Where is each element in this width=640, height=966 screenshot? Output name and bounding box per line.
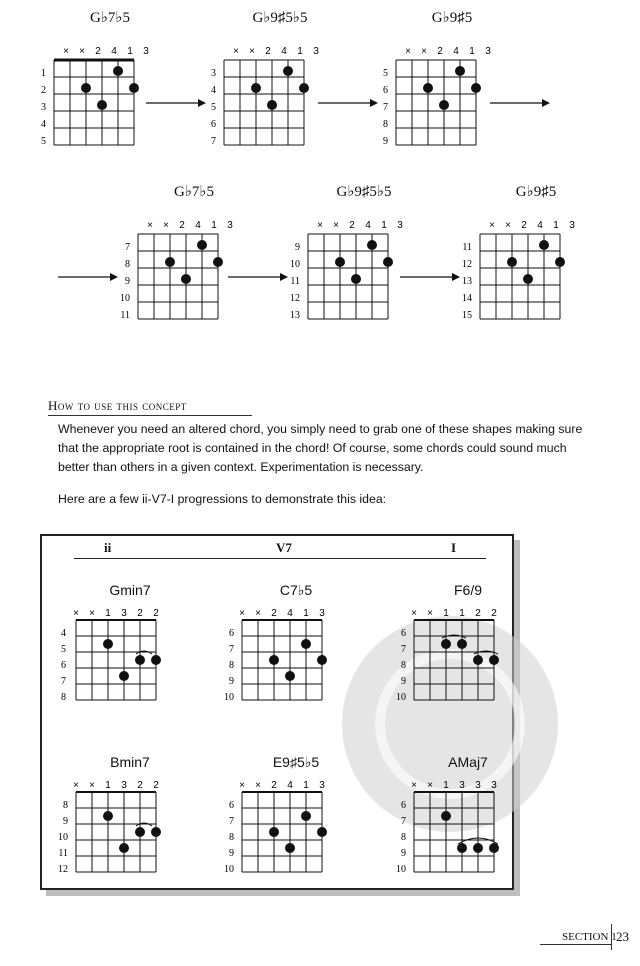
string-marker: 4 [537,220,543,231]
string-marker: × [89,780,95,791]
fret-number: 15 [462,310,472,321]
string-marker: × [411,780,417,791]
finger-dot [119,843,129,853]
progression-chord-3 [394,582,514,711]
finger-dot [473,843,483,853]
finger-dot [301,639,311,649]
column-header-v7: V7 [276,540,292,555]
finger-dot [455,66,465,76]
fret-number: 9 [125,276,130,287]
fret-number: 9 [229,848,234,859]
fretboard [394,606,514,706]
chord-name: F6/9 [453,582,482,598]
fret-number: 11 [58,848,68,859]
fretboard [56,778,176,878]
fretboard [210,32,330,152]
string-marker: 3 [319,608,325,619]
string-marker: × [505,220,511,231]
string-marker: × [405,46,411,57]
finger-dot [165,257,175,267]
string-marker: 2 [137,780,143,791]
string-marker: 2 [153,780,159,791]
page-number: 23 [616,929,629,944]
string-marker: 1 [105,780,111,791]
finger-dot [197,240,207,250]
string-marker: 1 [127,46,133,57]
fret-number: 10 [396,864,406,875]
chord-name: AMaj7 [448,754,488,770]
string-marker: 1 [303,608,309,619]
finger-dot [135,655,145,665]
fret-number: 8 [125,259,130,270]
fret-number: 8 [229,832,234,843]
chord-name: Bmin7 [110,754,150,770]
chord-name: G♭9♯5 [431,10,473,26]
string-marker: × [427,780,433,791]
fret-number: 6 [229,628,234,639]
fretboard [382,32,502,152]
finger-dot [285,843,295,853]
string-marker: × [333,220,339,231]
chord-diagram-top-2 [210,10,330,157]
string-marker: 3 [397,220,403,231]
string-marker: 1 [381,220,387,231]
fret-number: 12 [58,864,68,875]
chord-name: Gmin7 [109,582,151,598]
string-marker: × [255,780,261,791]
fret-number: 1 [41,68,46,79]
finger-dot [457,843,467,853]
finger-dot [457,639,467,649]
string-marker: 3 [569,220,575,231]
string-marker: 4 [287,608,293,619]
fret-number: 8 [63,800,68,811]
chord-diagram-top-1 [40,10,160,157]
finger-dot [523,274,533,284]
fret-number: 5 [41,136,46,147]
string-marker: 2 [491,608,497,619]
intro-text: Here are a few ii-V7-I progressions to demonstrate this idea: [58,492,387,506]
progression-chord-2 [222,582,342,711]
string-marker: 1 [105,608,111,619]
string-marker: 4 [287,780,293,791]
finger-dot [367,240,377,250]
fret-number: 13 [290,310,300,321]
fretboard [222,778,342,878]
string-marker: 1 [303,780,309,791]
arrow-right-icon [490,96,550,110]
section-label: SECTION 1 [562,931,617,943]
string-marker: × [239,608,245,619]
string-marker: 1 [553,220,559,231]
fret-number: 7 [401,816,406,827]
string-marker: 1 [297,46,303,57]
finger-dot [441,811,451,821]
string-marker: 1 [469,46,475,57]
finger-dot [335,257,345,267]
chord-diagram-top-3 [382,10,502,157]
fret-number: 3 [211,68,216,79]
string-marker: 4 [281,46,287,57]
fret-number: 6 [383,85,388,96]
fret-number: 10 [224,692,234,703]
fret-number: 7 [125,242,130,253]
finger-dot [97,100,107,110]
chord-diagram-mid-3 [462,184,586,331]
string-marker: 4 [365,220,371,231]
fret-number: 11 [290,276,300,287]
finger-dot [317,827,327,837]
string-marker: 3 [121,608,127,619]
fret-number: 7 [211,136,216,147]
column-header-ii: ii [104,540,112,555]
finger-dot [301,811,311,821]
finger-dot [269,827,279,837]
string-marker: 2 [153,608,159,619]
string-marker: 2 [95,46,101,57]
fret-number: 9 [383,136,388,147]
fretboard [462,206,586,326]
fret-number: 6 [401,800,406,811]
progression-chord-5 [222,754,342,883]
finger-dot [285,671,295,681]
fretboard [290,206,414,326]
column-header-i: I [451,540,457,555]
fret-number: 6 [211,119,216,130]
string-marker: 3 [485,46,491,57]
fret-number: 4 [211,85,216,96]
finger-dot [181,274,191,284]
chord-diagram-mid-2 [290,184,414,331]
fret-number: 5 [383,68,388,79]
string-marker: × [255,608,261,619]
string-marker: 2 [179,220,185,231]
finger-dot [489,843,499,853]
fret-number: 9 [229,676,234,687]
fretboard [394,778,514,878]
string-marker: × [89,608,95,619]
finger-dot [251,83,261,93]
fret-number: 10 [120,293,130,304]
chord-diagram-mid-1 [120,184,244,331]
fret-number: 7 [229,816,234,827]
fret-number: 7 [383,102,388,113]
finger-dot [151,827,161,837]
finger-dot [113,66,123,76]
fretboard [40,32,160,152]
finger-dot [539,240,549,250]
string-marker: × [73,608,79,619]
finger-dot [81,83,91,93]
fret-number: 6 [229,800,234,811]
arrow-right-icon [318,96,378,110]
finger-dot [267,100,277,110]
string-marker: × [489,220,495,231]
fret-number: 7 [61,676,66,687]
chord-name: E9♯5♭5 [272,754,320,770]
fret-number: 9 [401,848,406,859]
finger-dot [151,655,161,665]
fret-number: 8 [61,692,66,703]
string-marker: 3 [491,780,497,791]
string-marker: × [73,780,79,791]
finger-dot [507,257,517,267]
string-marker: × [63,46,69,57]
finger-dot [489,655,499,665]
fret-number: 10 [290,259,300,270]
string-marker: 2 [137,608,143,619]
finger-dot [383,257,393,267]
fret-number: 10 [396,692,406,703]
finger-dot [119,671,129,681]
string-marker: × [411,608,417,619]
finger-dot [351,274,361,284]
fret-number: 5 [61,644,66,655]
fret-number: 14 [462,293,472,304]
string-marker: 3 [475,780,481,791]
finger-dot [103,811,113,821]
fret-number: 9 [295,242,300,253]
paragraph-line: better than others in a given context. Experimentation is necessary. [58,460,424,474]
fret-number: 3 [41,102,46,113]
string-marker: × [317,220,323,231]
fret-number: 7 [401,644,406,655]
paragraph-line: that the appropriate root is contained in the chord! Of course, some chords could sound much [58,441,567,455]
fret-number: 11 [462,242,472,253]
string-marker: × [147,220,153,231]
string-marker: 2 [271,608,277,619]
fret-number: 11 [120,310,130,321]
arrow-right-icon [400,270,460,284]
arrow-right-icon [228,270,288,284]
string-marker: × [249,46,255,57]
finger-dot [317,655,327,665]
chord-name: G♭7♭5 [174,184,214,200]
string-marker: × [427,608,433,619]
fret-number: 4 [41,119,46,130]
fret-number: 10 [58,832,68,843]
string-marker: 1 [443,780,449,791]
finger-dot [423,83,433,93]
paragraph-line: Whenever you need an altered chord, you simply need to grab one of these shapes making sure [58,422,583,436]
fretboard [120,206,244,326]
fret-number: 6 [61,660,66,671]
string-marker: 3 [459,780,465,791]
string-marker: 3 [319,780,325,791]
fret-number: 10 [224,864,234,875]
string-marker: 3 [313,46,319,57]
fret-number: 6 [401,628,406,639]
string-marker: 4 [195,220,201,231]
header-divider [74,558,486,559]
fret-number: 9 [401,676,406,687]
fretboard [56,606,176,706]
string-marker: 2 [271,780,277,791]
string-marker: × [79,46,85,57]
fret-number: 8 [401,660,406,671]
string-marker: 4 [453,46,459,57]
string-marker: 2 [437,46,443,57]
string-marker: 1 [211,220,217,231]
string-marker: 3 [227,220,233,231]
string-marker: 1 [459,608,465,619]
string-marker: 2 [265,46,271,57]
string-marker: 3 [121,780,127,791]
footer-rule [540,944,612,945]
fret-number: 2 [41,85,46,96]
fret-number: 8 [383,119,388,130]
finger-dot [439,100,449,110]
fret-number: 7 [229,644,234,655]
finger-dot [269,655,279,665]
string-marker: 3 [143,46,149,57]
progression-chord-6 [394,754,514,883]
finger-dot [473,655,483,665]
fret-number: 13 [462,276,472,287]
fret-number: 8 [229,660,234,671]
chord-name: G♭9♯5♭5 [336,184,392,200]
arrow-right-icon [146,96,206,110]
finger-dot [555,257,565,267]
finger-dot [441,639,451,649]
fretboard [222,606,342,706]
chord-name: G♭9♯5♭5 [252,10,308,26]
fret-number: 12 [290,293,300,304]
string-marker: × [239,780,245,791]
fret-number: 9 [63,816,68,827]
fret-number: 12 [462,259,472,270]
fret-number: 8 [401,832,406,843]
string-marker: 2 [475,608,481,619]
finger-dot [103,639,113,649]
finger-dot [213,257,223,267]
string-marker: × [421,46,427,57]
progression-chord-1 [56,582,176,711]
progression-chord-4 [56,754,176,883]
finger-dot [283,66,293,76]
string-marker: 2 [521,220,527,231]
finger-dot [129,83,139,93]
string-marker: × [233,46,239,57]
chord-name: G♭7♭5 [90,10,130,26]
section-heading: How to use this concept [48,398,252,416]
arrow-right-icon [58,270,118,284]
string-marker: 2 [349,220,355,231]
chord-name: G♭9♯5 [515,184,557,200]
finger-dot [299,83,309,93]
finger-dot [471,83,481,93]
string-marker: 1 [443,608,449,619]
finger-dot [135,827,145,837]
fret-number: 5 [211,102,216,113]
string-marker: × [163,220,169,231]
chord-name: C7♭5 [279,582,313,598]
string-marker: 4 [111,46,117,57]
fret-number: 4 [61,628,66,639]
